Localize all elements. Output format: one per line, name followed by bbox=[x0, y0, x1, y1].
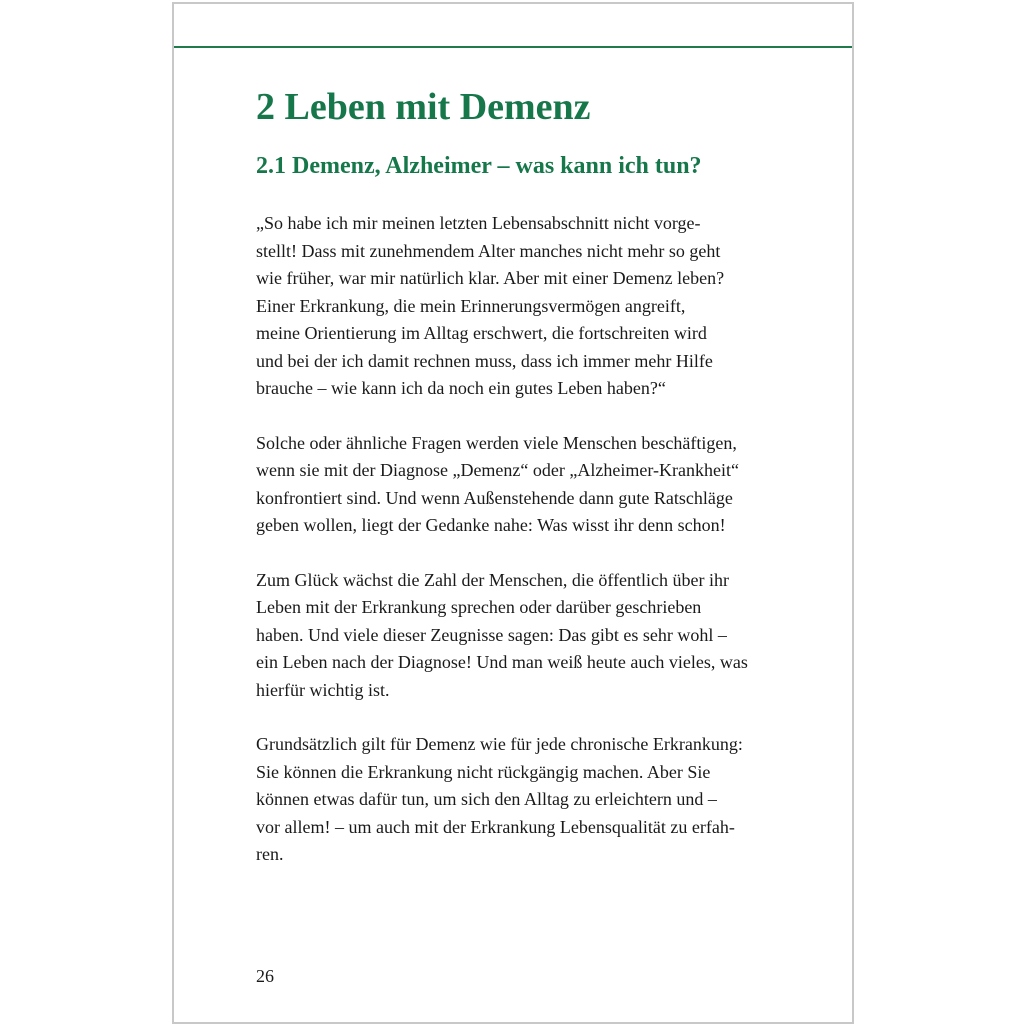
text-line: stellt! Dass mit zunehmendem Alter manches nicht mehr so geht bbox=[256, 240, 721, 261]
text-line: geben wollen, liegt der Gedanke nahe: Was wisst ihr denn schon! bbox=[256, 515, 726, 535]
text-line: vor allem! – um auch mit der Erkrankung Lebensqualität zu erfah- bbox=[256, 816, 735, 837]
text-line: können etwas dafür tun, um sich den Alltag zu erleichtern und – bbox=[256, 789, 717, 809]
paragraph-4 bbox=[256, 731, 796, 869]
text-line: haben. Und viele dieser Zeugnisse sagen: Das gibt es sehr wohl – bbox=[256, 624, 727, 645]
paragraph-3 bbox=[256, 567, 796, 705]
text-line: „So habe ich mir meinen letzten Lebensabschnitt nicht vorge- bbox=[256, 213, 701, 233]
page-number: 26 bbox=[256, 966, 274, 986]
text-line: Leben mit der Erkrankung sprechen oder darüber geschrieben bbox=[256, 597, 702, 617]
text-line: Grundsätzlich gilt für Demenz wie für jede chronische Erkrankung: bbox=[256, 734, 743, 754]
text-line: wie früher, war mir natürlich klar. Aber mit einer Demenz leben? bbox=[256, 268, 725, 288]
body-text bbox=[256, 210, 796, 896]
text-line: ren. bbox=[256, 844, 284, 864]
text-line: und bei der ich damit rechnen muss, dass ich immer mehr Hilfe bbox=[256, 350, 713, 371]
text-line: brauche – wie kann ich da noch ein gutes Leben haben?“ bbox=[256, 378, 666, 398]
text-line: Solche oder ähnliche Fragen werden viele Menschen beschäftigen, bbox=[256, 432, 737, 453]
section-title: 2.1 Demenz, Alzheimer – was kann ich tun? bbox=[256, 153, 702, 179]
text-line: Sie können die Erkrankung nicht rückgängig machen. Aber Sie bbox=[256, 761, 711, 782]
text-line: Zum Glück wächst die Zahl der Menschen, die öffentlich über ihr bbox=[256, 569, 730, 590]
text-line: Einer Erkrankung, die mein Erinnerungsvermögen angreift, bbox=[256, 295, 686, 316]
book-page bbox=[172, 2, 854, 1024]
text-line: konfrontiert sind. Und wenn Außenstehende dann gute Ratschläge bbox=[256, 487, 733, 508]
header-rule bbox=[174, 46, 852, 48]
text-line: wenn sie mit der Diagnose „Demenz“ oder „Alzheimer-Krankheit“ bbox=[256, 460, 739, 480]
text-line: meine Orientierung im Alltag erschwert, die fortschreiten wird bbox=[256, 323, 707, 343]
chapter-title: 2 Leben mit Demenz bbox=[256, 86, 591, 128]
text-line: hierfür wichtig ist. bbox=[256, 679, 390, 700]
paragraph-1 bbox=[256, 210, 796, 403]
text-line: ein Leben nach der Diagnose! Und man weiß heute auch vieles, was bbox=[256, 652, 748, 672]
paragraph-2 bbox=[256, 430, 796, 540]
